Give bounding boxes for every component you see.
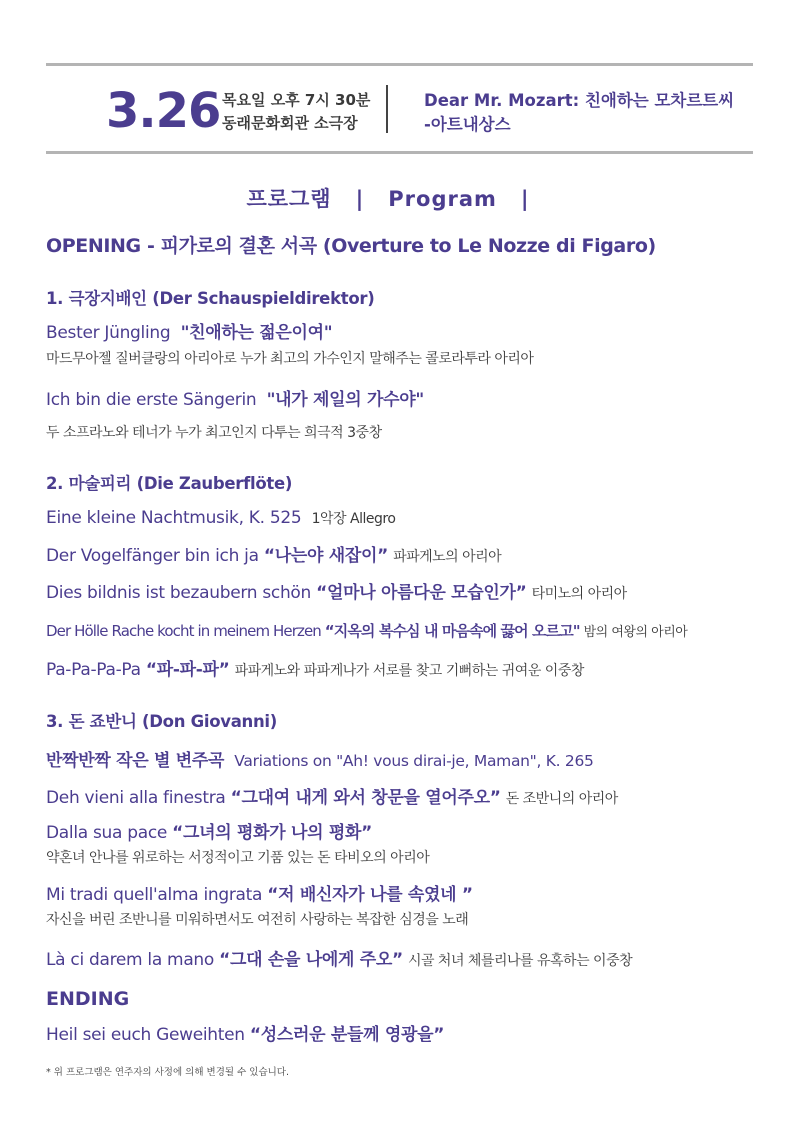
event-header [46,63,753,154]
event-date: 3.26 [106,83,221,139]
piece-title: Dies bildnis ist bezaubern schön [46,583,312,603]
piece-item [46,655,584,680]
piece-item [46,385,424,410]
piece-korean-title: “얼마나 아름다운 모습인가” [316,583,527,603]
piece-korean-title: “그대여 내게 와서 창문을 열어주오” [230,788,501,808]
piece-item [46,541,501,566]
piece-item [46,746,594,771]
bottom-rule [46,151,753,154]
program-heading-en: Program [388,187,497,211]
piece-korean-title: “그대 손을 나에게 주오” [219,950,403,970]
section-title: 2. 마술피리 (Die Zauberflöte) [46,474,293,493]
program-change-note: * 위 프로그램은 연주자의 사정에 의해 변경될 수 있습니다. [46,1067,289,1078]
piece-item [46,818,372,843]
piece-description: 마드무아젤 질버클랑의 아리아로 누가 최고의 가수인지 말해주는 콜로라투라 아리아 [46,351,534,367]
concert-title [424,89,734,137]
piece-item [46,880,473,905]
piece-description: 약혼녀 안나를 위로하는 서정적이고 기품 있는 돈 타비오의 아리아 [46,850,430,866]
section-title: 3. 돈 죠반니 (Don Giovanni) [46,712,278,731]
piece-title: Bester Jüngling [46,323,171,343]
piece-title: Der Hölle Rache kocht in meinem Herzen [46,622,321,640]
header-divider [386,85,388,133]
piece-description: 타미노의 아리아 [531,586,627,602]
opening-piece: OPENING - 피가로의 결혼 서곡 (Overture to Le Nozze di Figaro) [46,235,656,257]
piece-description: 돈 조반니의 아리아 [505,791,618,807]
piece-korean-title: “파-파-파” [145,660,230,680]
piece-item [46,783,618,808]
piece-title: Là ci darem la mano [46,950,215,970]
piece-title: Heil sei euch Geweihten [46,1025,245,1045]
piece-korean-title: "내가 제일의 가수야" [266,390,424,410]
piece-item [46,318,332,343]
piece-title: Der Vogelfänger bin ich ja [46,546,259,566]
piece-description: 파파게노와 파파게나가 서로를 찾고 기뻐하는 귀여운 이중창 [234,663,584,679]
piece-description: 밤의 여왕의 아리아 [583,625,688,640]
piece-korean-title: “그녀의 평화가 나의 평화” [172,823,372,843]
ending-label: ENDING [46,988,130,1010]
piece-description: 파파게노의 아리아 [393,549,502,565]
piece-korean-title: “저 배신자가 나를 속였네 ” [267,885,473,905]
piece-title: Pa-Pa-Pa-Pa [46,660,141,680]
piece-korean-title: “지옥의 복수심 내 마음속에 끓어 오르고" [324,622,580,640]
piece-description: 자신을 버린 조반니를 미워하면서도 여전히 사랑하는 복잡한 심경을 노래 [46,912,469,928]
piece-item [46,620,687,641]
piece-korean-title: “나는야 새잡이” [263,546,388,566]
piece-korean-title: 반짝반짝 작은 별 변주곡 [46,751,225,771]
piece-title: Ich bin die erste Sängerin [46,390,257,410]
program-heading-separator-end: | [520,187,530,211]
piece-korean-title: “성스러운 분들께 영광을” [249,1025,445,1045]
piece-item [46,508,395,528]
section-title: 1. 극장지배인 (Der Schauspieldirektor) [46,289,375,308]
ending-piece [46,1020,444,1045]
program-heading [0,183,800,213]
piece-title: Mi tradi quell'alma ingrata [46,885,263,905]
piece-korean-title: "친애하는 젊은이여" [180,323,333,343]
piece-title: Variations on "Ah! vous dirai-je, Maman", K. 265 [234,752,594,770]
event-venue: 동래문화회관 소극장 [222,114,358,132]
piece-title: Eine kleine Nachtmusik, K. 525 [46,508,302,528]
piece-title: Deh vieni alla finestra [46,788,226,808]
concert-title-line1: Dear Mr. Mozart: 친애하는 모차르트씨 [424,91,735,110]
concert-title-line2: -아트내상스 [424,115,511,134]
piece-description: 1악장 Allegro [311,511,396,527]
piece-description: 두 소프라노와 테너가 누가 최고인지 다투는 희극적 3중창 [46,425,382,441]
piece-item [46,945,632,970]
event-time-venue [222,89,370,135]
program-heading-ko: 프로그램 [246,187,332,211]
piece-description: 시골 처녀 체를리나를 유혹하는 이중창 [407,953,633,969]
piece-title: Dalla sua pace [46,823,168,843]
event-time: 목요일 오후 7시 30분 [222,91,371,109]
piece-item [46,578,627,603]
program-heading-separator: | [355,187,365,211]
